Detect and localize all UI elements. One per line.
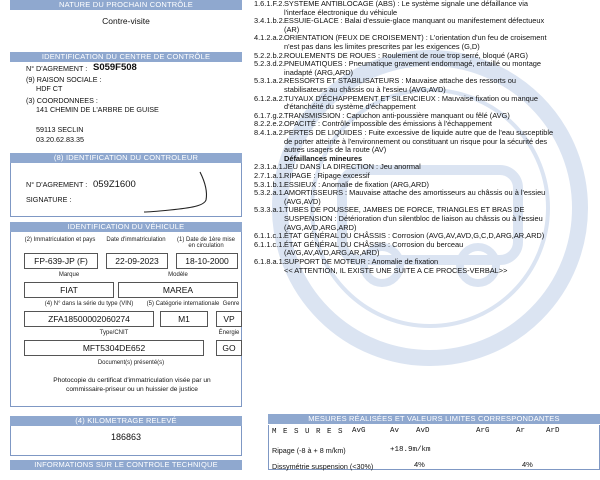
defect-code: 6.1.2.a.2. [254,93,285,103]
defect-text: TUBES DE POUSSEE, JAMBES DE FORCE, TRIANGLES ET BRAS DE SUSPENSION : Détérioration d'un silentbloc de liaison au châssis ou à l'essieu (AVG,AVD,ARG,ARD) [284,205,543,232]
date-immat-field: 22-09-2023 [106,253,168,269]
defect-code: 3.4.1.b.2. [254,16,285,26]
nature-value: Contre-visite [102,16,150,26]
measures-header: MESURES RÉALISÉES ET VALEURS LIMITES CORRESPONDANTES [268,414,600,424]
coord-label: (3) COORDONNEES : [26,96,98,105]
modele-field: MAREA [118,282,238,298]
type-field: MFT5304DE652 [24,340,204,356]
lbl-date-premiere: (1) Date de 1ère mise en circulation [176,237,236,249]
defect-code: 6.1.1.c.1. [254,239,285,249]
lbl-marque: Marque [58,272,80,278]
date-premiere-field: 18-10-2000 [176,253,238,269]
address-line2: 59113 SECLIN [36,125,84,134]
defect-code: 5.3.3.a.1. [254,205,285,215]
defect-code: 2.3.1.a.1. [254,162,285,172]
defect-code: 8.2.2.e.2. [254,119,285,129]
signature-label: SIGNATURE : [26,195,72,204]
defect-code: 6.1.1.c.1. [254,231,285,241]
defect-text: ESSIEUX : Anomalie de fixation (ARG,ARD) [284,179,429,189]
dissym-value-rear: 4% [522,460,533,469]
lbl-type: Type/CNIT [99,330,129,336]
defect-text: ÉTAT GÉNÉRAL DU CHÂSSIS : Corrosion du berceau (AVG,AV,AVD,ARG,AR,ARD) [284,239,464,258]
defect-code: 5.3.1.a.2. [254,76,285,86]
info-header: INFORMATIONS SUR LE CONTROLE TECHNIQUE DEFAVORABLE [10,460,242,470]
defect-text: AMORTISSEURS : Mauvaise attache des amortisseurs au châssis ou à l'essieu (AVG,AVD) [284,188,546,206]
defect-text: SUPPORT DE MOTEUR : Anomalie de fixation [284,257,439,266]
defect-code: 6.1.8.a.1. [254,257,285,266]
energie-field: GO [216,340,242,356]
phone: 03.20.62.83.35 [36,135,84,144]
lbl-docs: Document(s) présenté(s) [97,360,165,366]
defect-text: RESSORTS ET STABILISATEURS : Mauvaise attache des ressorts ou stabilisateurs au châssis ou à l'essieu (AVG,AVD) [284,76,516,94]
measure-col-ard: ArD [546,427,560,435]
defect-text: ORIENTATION (FEUX DE CROISEMENT) : L'orientation d'un feu de croisement n'est pas dans les limites prescrites par les exigences (G,D) [284,33,547,51]
defect-code: 5.2.3.d.2. [254,59,285,69]
defect-text: ESSUIE-GLACE : Balai d'essuie-glace manquant ou manifestement défectueux (AR) [284,16,545,34]
defect-text: TRANSMISSION : Capuchon anti-poussière manquant ou fêlé (AVG) [284,110,510,120]
lbl-categorie: (5) Catégorie internationale [146,301,220,307]
defect-text: ROULEMENTS DE ROUES : Roulement de roue trop serré, bloqué (ARG) [284,50,528,60]
centre-agrement-label: N° D'AGREMENT : [26,64,88,73]
lbl-genre: Genre [222,301,240,307]
defects-column [254,0,600,470]
defect-text: PNEUMATIQUES : Pneumatique gravement endommagé, entaillé ou montage inadapté (ARG,ARD) [284,59,542,77]
defect-code: 4.1.2.a.2. [254,33,285,43]
immat-field: FP-639-JP (F) [24,253,98,269]
lbl-energie: Énergie [218,330,240,336]
raison-label: (9) RAISON SOCIALE : [26,75,102,84]
defect-code: 6.1.7.g.2. [254,110,285,120]
vin-field: ZFA18500002060274 [24,311,154,327]
minor-defects-title: Défaillances mineures [284,153,363,163]
dissym-value-front: 4% [414,460,425,469]
defect-text: PERTES DE LIQUIDES : Fuite excessive de liquide autre que de l'eau susceptible de porter atteinte à l'environnement ou constituant un risque pour la sécurité des autres usagers de la route (AV) [284,128,554,155]
defect-text: ÉTAT GÉNÉRAL DU CHÂSSIS : Corrosion (AVG,AV,AVD,G,C,D,ARG,AR,ARD) [284,231,545,241]
measure-col-arg: ArG [476,427,490,435]
defect-text: JEU DANS LA DIRECTION : Jeu anormal [284,162,421,172]
defect-text: RIPAGE : Ripage excessif [284,171,370,180]
lbl-vin: (4) N° dans la série du type (VIN) [44,301,134,307]
defect-code: 5.2.2.b.2. [254,50,285,60]
measures-title: M E S U R E S [272,428,344,436]
ripage-label: Ripage (-8 à + 8 m/km) [272,446,346,455]
measure-col-avd: AvD [416,427,430,435]
defect-code: 1.6.1.F.2. [254,0,285,8]
categorie-field: M1 [160,311,208,327]
left-column [0,0,246,479]
defect-text: SYSTEME ANTIBLOCAGE (ABS) : Le système signale une défaillance via l'interface électronique du véhicule [284,0,528,17]
centre-header: IDENTIFICATION DU CENTRE DE CONTRÔLE [10,52,242,62]
defect-code: 2.7.1.a.1. [254,171,285,180]
measure-col-av: Av [390,427,400,435]
measure-col-ar: Ar [516,427,526,435]
address-line1: 141 CHEMIN DE L'ARBRE DE GUISE [36,105,159,114]
ripage-value: +18.9m/km [390,446,431,454]
docs-text: Photocopie du certificat d'immatriculation visée par un commissaire-priseur ou un huissier de justice [53,377,211,393]
marque-field: FIAT [24,282,114,298]
measure-col-avg: AvG [352,427,366,435]
lbl-modele: Modèle [168,272,188,278]
defect-code: 5.3.2.a.1. [254,188,285,198]
nature-header: NATURE DU PROCHAIN CONTRÔLE [10,0,242,10]
km-header: (4) KILOMETRAGE RELEVÉ [10,416,242,426]
defect-code: 5.3.1.b.1. [254,179,285,189]
genre-field: VP [216,311,242,327]
vehicule-header: IDENTIFICATION DU VÉHICULE [10,222,242,232]
centre-agrement-value: S059F508 [93,62,137,73]
defect-text: << ATTENTION, IL EXISTE UNE SUITE A CE PROCES-VERBAL>> [284,265,508,275]
ctrl-agrement-value: 059Z1600 [93,179,136,190]
km-value: 186863 [110,432,142,442]
lbl-date-immat: Date d'immatriculation [106,237,166,243]
ctrl-agrement-label: N° D'AGREMENT : [26,180,88,189]
defect-text: TUYAUX D'ÉCHAPPEMENT ET SILENCIEUX : Mauvaise fixation ou manque d'étanchéité du système d'échappement [284,93,539,112]
raison-value: HDF CT [36,84,63,93]
defect-code: 8.4.1.a.2. [254,128,285,137]
signature-drawing [140,168,230,214]
controleur-header: (8) IDENTIFICATION DU CONTROLEUR [10,153,242,163]
dissym-label: Dissymétrie suspension (<30%) [272,462,374,471]
lbl-immat: (2) Immatriculation et pays [24,237,96,243]
defect-text: OPACITÉ : Contrôle impossible des émissions à l'échappement [284,119,492,129]
